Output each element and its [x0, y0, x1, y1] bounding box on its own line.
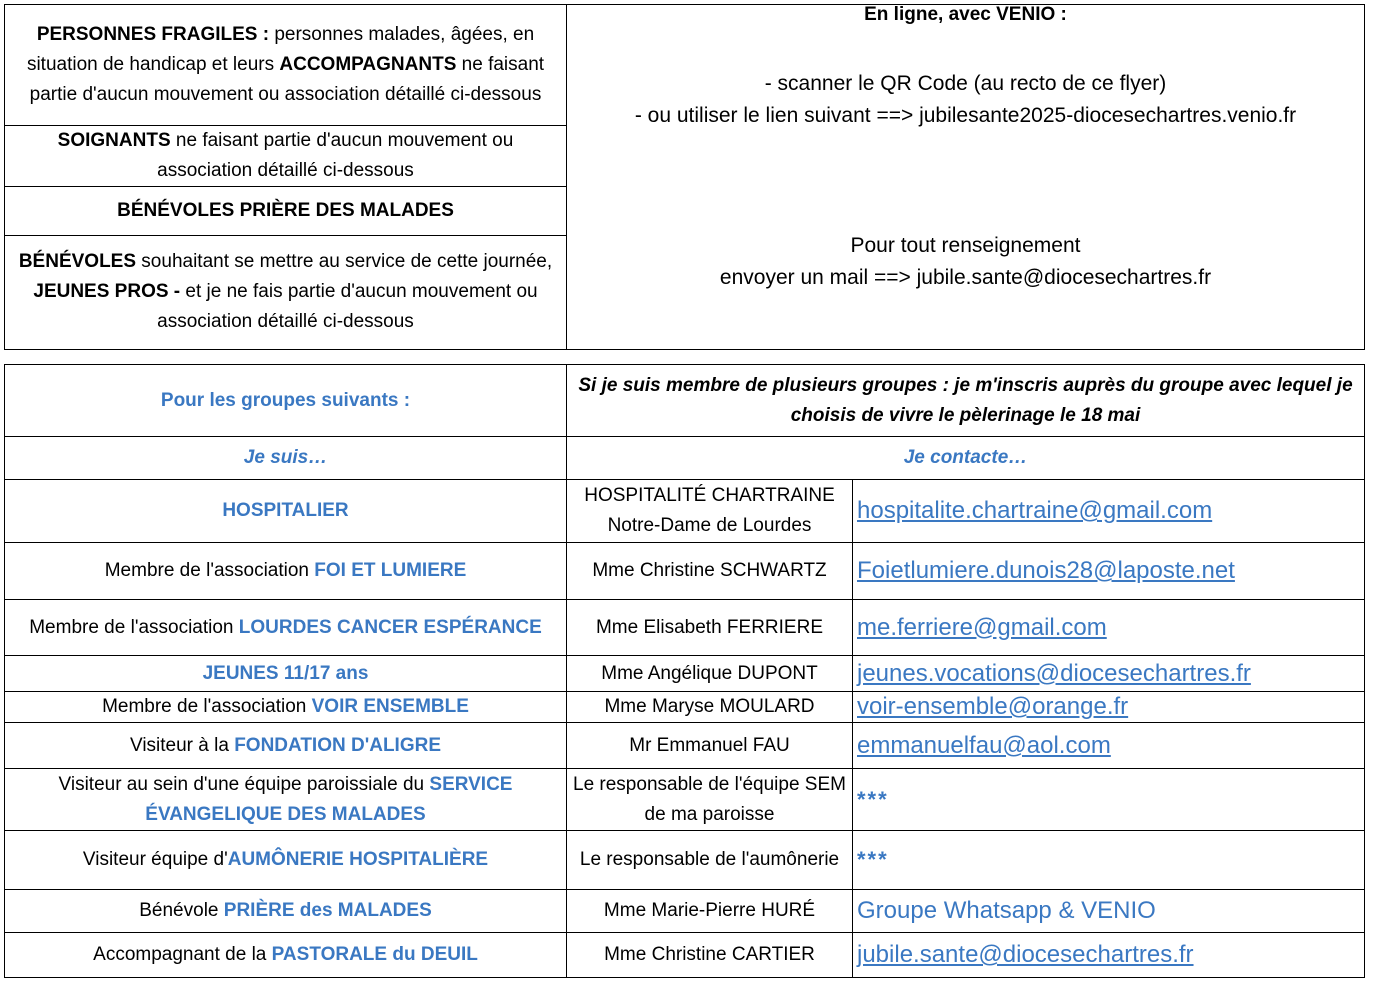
whatsapp-group: Groupe Whatsapp & VENIO: [857, 897, 1156, 924]
groups-left-header: Pour les groupes suivants :: [160, 389, 411, 411]
info-line: Pour tout renseignement: [850, 234, 1081, 257]
fragiles-title: PERSONNES FRAGILES :: [36, 24, 270, 45]
email-link[interactable]: jeunes.vocations@diocesechartres.fr: [857, 659, 1251, 687]
group-hospitalier: HOSPITALIER: [222, 500, 349, 521]
contact-name: Mr Emmanuel FAU: [629, 734, 790, 756]
email-link[interactable]: me.ferriere@gmail.com: [857, 613, 1107, 641]
contact-email: [853, 480, 1364, 542]
group-aumonerie: Visiteur équipe d'AUMÔNERIE HOSPITALIÈRE: [82, 849, 489, 870]
benevoles-priere-cell: [5, 187, 566, 235]
group-lourdes-cancer-esperance: Membre de l'association LOURDES CANCER ESPÉRANCE: [29, 616, 542, 638]
groups-right-header: Si je suis membre de plusieurs groupes : je m'inscris auprès du groupe avec lequel je choisis de vivre le pèlerinage le 18 mai: [578, 374, 1353, 426]
online-registration: [567, 4, 1364, 294]
group-voir-ensemble: Membre de l'association VOIR ENSEMBLE: [102, 696, 469, 717]
contact-email-line[interactable]: envoyer un mail ==> jubile.sante@diocesechartres.fr: [719, 266, 1212, 289]
soignants-title: SOIGNANTS: [57, 130, 171, 151]
group-foi-et-lumiere: Membre de l'association FOI ET LUMIERE: [104, 560, 467, 581]
email-link[interactable]: Foietlumiere.dunois28@laposte.net: [857, 557, 1235, 584]
contact-name: Le responsable de l'équipe SEM de ma paroisse: [573, 773, 846, 825]
contact-email: [853, 656, 1364, 691]
benevoles-cell: BÉNÉVOLES souhaitant se mettre au service de cette journée, JEUNES PROS - et je ne fais partie d'aucun mouvement ou association détaillé ci-dessous: [18, 251, 553, 332]
contact-name: Mme Elisabeth FERRIERE: [595, 616, 823, 638]
qr-instruction: - scanner le QR Code (au recto de ce flyer): [764, 72, 1167, 95]
benevoles-priere-title: BÉNÉVOLES PRIÈRE DES MALADES: [117, 200, 454, 221]
contact-name: Mme Angélique DUPONT: [601, 662, 818, 684]
soignants-cell: SOIGNANTS ne faisant partie d'aucun mouvement ou association détaillé ci-dessous: [57, 130, 514, 181]
group-pastorale-deuil: Accompagnant de la PASTORALE du DEUIL: [93, 944, 478, 965]
contact-name: Le responsable de l'aumônerie: [579, 849, 840, 870]
personnes-fragiles-cell: PERSONNES FRAGILES : personnes malades, âgées, en situation de handicap et leurs ACCOMPAGNANTS ne faisant partie d'aucun mouvement ou association détaillé ci-dessous: [26, 24, 545, 105]
online-heading: En ligne, avec VENIO :: [864, 4, 1067, 25]
contact-name: Mme Christine SCHWARTZ: [592, 560, 827, 581]
contact-name: Mme Christine CARTIER: [604, 944, 815, 965]
email-link[interactable]: jubile.sante@diocesechartres.fr: [857, 941, 1194, 968]
contact-email: [853, 692, 1364, 722]
link-instruction[interactable]: - ou utiliser le lien suivant ==> jubilesante2025-diocesechartres.venio.fr: [634, 104, 1297, 127]
stars-placeholder: ***: [857, 847, 889, 872]
group-fondation-aligre: Visiteur à la FONDATION D'ALIGRE: [129, 734, 442, 756]
group-jeunes: JEUNES 11/17 ans: [202, 662, 369, 684]
group-priere-malades: Bénévole PRIÈRE des MALADES: [139, 900, 432, 921]
contact-email: [853, 723, 1364, 768]
stars-placeholder: ***: [857, 786, 889, 812]
col-je-suis-header: Je suis…: [243, 447, 328, 468]
contact-email: [853, 543, 1364, 599]
email-link[interactable]: voir-ensemble@orange.fr: [857, 693, 1129, 720]
email-link[interactable]: hospitalite.chartraine@gmail.com: [857, 497, 1213, 524]
email-link[interactable]: emmanuelfau@aol.com: [857, 731, 1111, 759]
contact-email: [853, 890, 1364, 932]
contact-email: [853, 600, 1364, 655]
contact-name: Mme Marie-Pierre HURÉ: [603, 900, 816, 921]
contact-email: [853, 933, 1364, 977]
contact-name: HOSPITALITÉ CHARTRAINE Notre-Dame de Lourdes: [584, 485, 835, 536]
col-je-contacte-header: Je contacte…: [903, 447, 1028, 468]
benevoles-title: BÉNÉVOLES: [18, 251, 137, 272]
contact-name: Mme Maryse MOULARD: [604, 696, 815, 717]
contact-email: [853, 769, 1364, 830]
group-service-evangelique: Visiteur au sein d'une équipe paroissiale du SERVICE ÉVANGELIQUE DES MALADES: [58, 773, 513, 825]
contact-email: [853, 831, 1364, 889]
